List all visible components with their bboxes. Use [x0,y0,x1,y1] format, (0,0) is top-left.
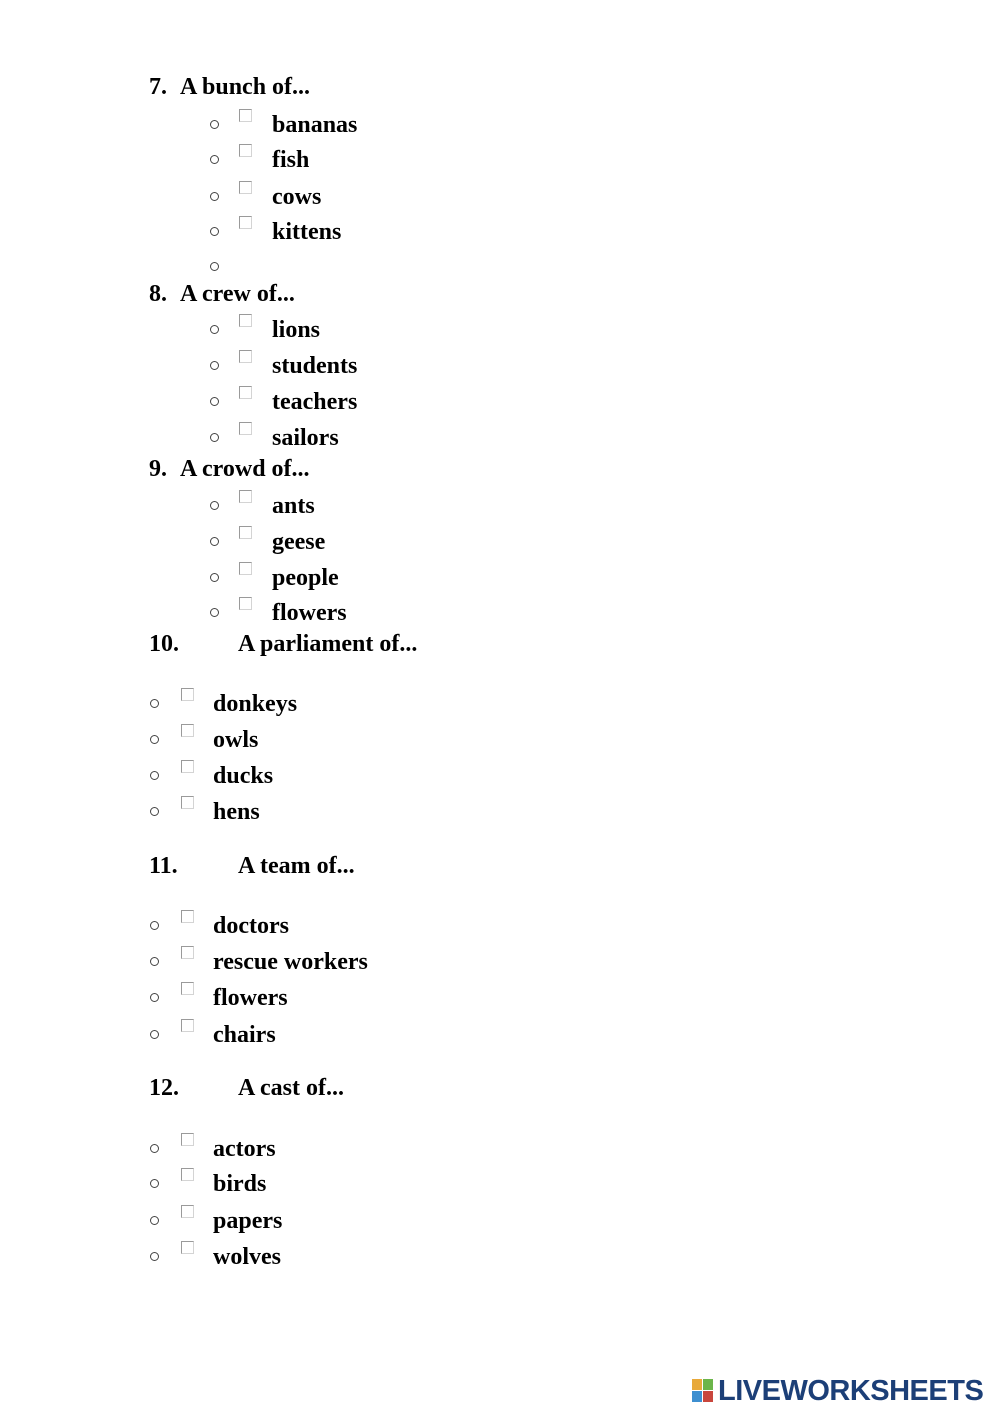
checkbox[interactable] [239,597,252,610]
option-label: ants [272,493,315,519]
question-11-heading [149,852,355,880]
bullet-icon [150,1179,159,1188]
logo-mark-icon [692,1379,714,1403]
question-9-heading [149,455,310,483]
question-prompt: A team of... [238,853,355,879]
checkbox[interactable] [181,1205,194,1218]
bullet-icon [150,807,159,816]
question-prompt: A cast of... [238,1075,344,1101]
bullet-icon [150,1030,159,1039]
bullet-icon [150,1252,159,1261]
checkbox[interactable] [239,386,252,399]
bullet-icon [150,1216,159,1225]
question-number: 11. [149,853,178,879]
bullet-icon [210,155,219,164]
question-number: 12. [149,1075,179,1101]
checkbox[interactable] [239,422,252,435]
option-label: fish [272,147,310,173]
option-label: wolves [213,1244,281,1270]
option-label: papers [213,1208,283,1234]
option-label: teachers [272,389,358,415]
question-prompt: A crowd of... [180,456,310,482]
option-label: chairs [213,1022,276,1048]
brand-name: LIVEWORKSHEETS [718,1375,984,1407]
checkbox[interactable] [239,181,252,194]
bullet-icon [210,397,219,406]
checkbox[interactable] [239,526,252,539]
checkbox[interactable] [239,216,252,229]
checkbox[interactable] [181,1133,194,1146]
question-8-heading [149,280,295,308]
bullet-icon [210,325,219,334]
option-label: flowers [213,985,288,1011]
bullet-icon [210,120,219,129]
question-7-heading [149,73,310,101]
bullet-icon [210,433,219,442]
checkbox[interactable] [239,144,252,157]
option-label: hens [213,799,260,825]
bullet-icon [210,608,219,617]
question-number: 10. [149,631,179,657]
bullet-icon [210,227,219,236]
checkbox[interactable] [181,1019,194,1032]
checkbox[interactable] [239,350,252,363]
checkbox[interactable] [181,982,194,995]
option-label: donkeys [213,691,298,717]
question-prompt: A bunch of... [180,74,311,100]
bullet-icon [210,573,219,582]
option-label: lions [272,317,321,343]
bullet-icon [150,993,159,1002]
question-prompt: A parliament of... [238,631,418,657]
question-number: 7. [149,74,167,100]
checkbox[interactable] [181,1241,194,1254]
option-label: bananas [272,112,358,138]
option-label: geese [272,529,326,555]
bullet-icon [150,921,159,930]
empty-bullet-icon [210,262,219,271]
option-label: kittens [272,219,342,245]
bullet-icon [210,501,219,510]
checkbox[interactable] [239,490,252,503]
question-10-heading [149,630,417,658]
checkbox[interactable] [181,910,194,923]
option-label: doctors [213,913,289,939]
checkbox[interactable] [239,562,252,575]
checkbox[interactable] [181,724,194,737]
bullet-icon [150,1144,159,1153]
option-label: cows [272,184,322,210]
question-prompt: A crew of... [180,281,295,307]
option-label: actors [213,1136,276,1162]
question-number: 9. [149,456,167,482]
bullet-icon [210,192,219,201]
option-label: students [272,353,358,379]
checkbox[interactable] [181,688,194,701]
checkbox[interactable] [181,1168,194,1181]
option-label: flowers [272,600,347,626]
bullet-icon [150,735,159,744]
question-number: 8. [149,281,167,307]
bullet-icon [150,957,159,966]
option-label: rescue workers [213,949,368,975]
option-label: sailors [272,425,339,451]
checkbox[interactable] [239,314,252,327]
option-label: people [272,565,339,591]
bullet-icon [150,699,159,708]
bullet-icon [210,537,219,546]
option-label: owls [213,727,259,753]
bullet-icon [150,771,159,780]
checkbox[interactable] [239,109,252,122]
checkbox[interactable] [181,796,194,809]
checkbox[interactable] [181,946,194,959]
checkbox[interactable] [181,760,194,773]
question-12-heading [149,1074,344,1102]
option-label: birds [213,1171,267,1197]
bullet-icon [210,361,219,370]
option-label: ducks [213,763,274,789]
